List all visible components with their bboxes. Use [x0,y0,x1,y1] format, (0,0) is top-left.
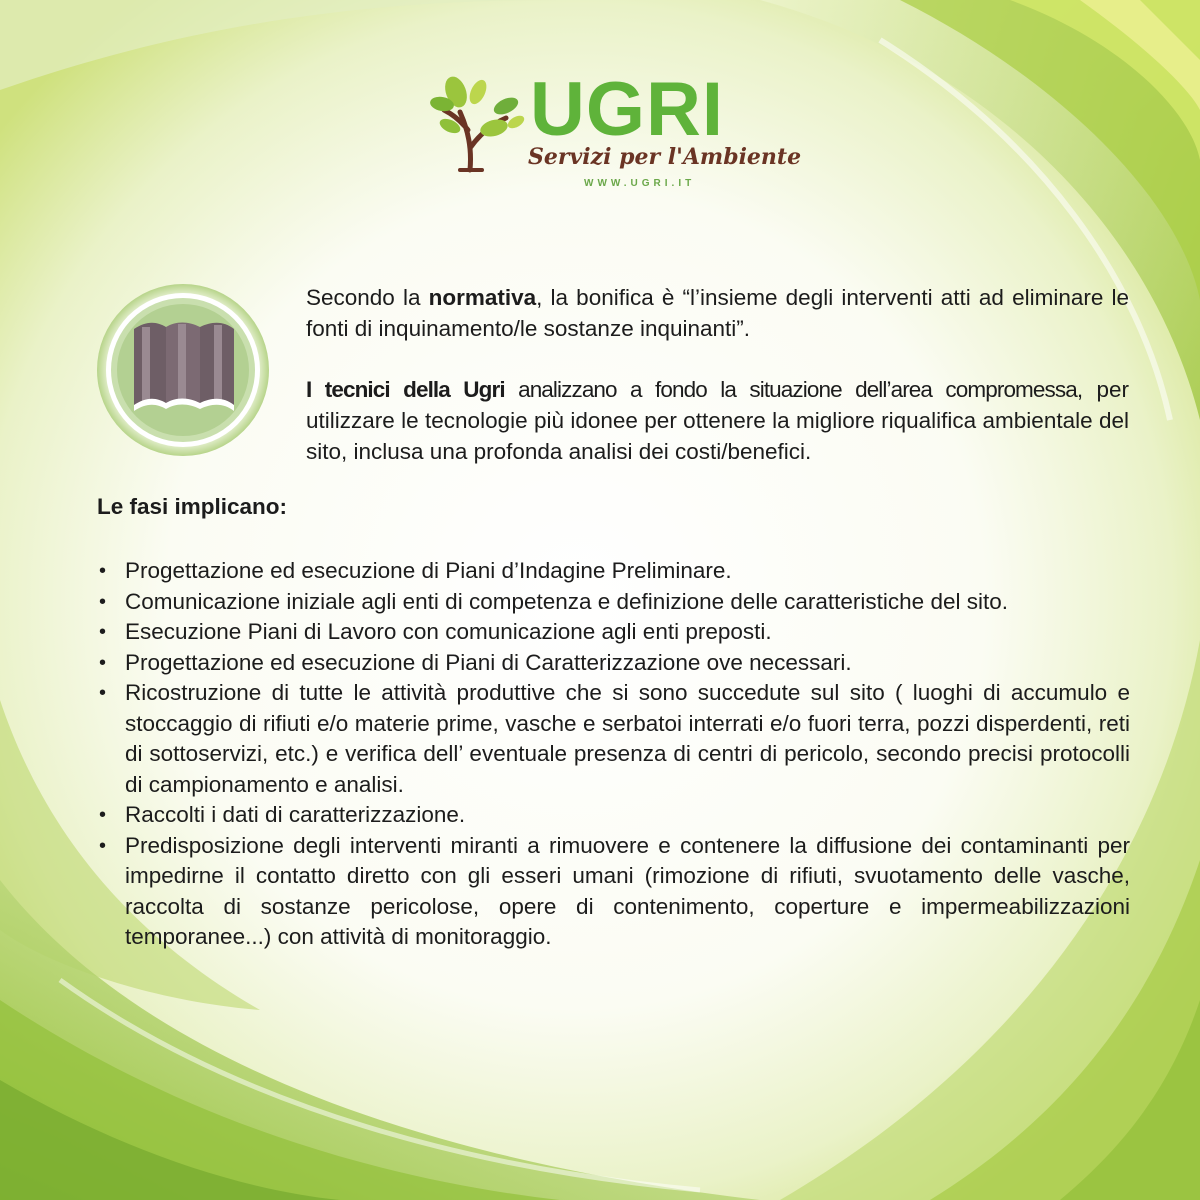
fasi-item-text: Ricostruzione di tutte le attività produttive che si sono succedute sul sito ( luoghi di accumulo e stoccaggio di rifiuti e/o materie prime, vasche e serbatoi interrati e/o fuori terra, pozzi disperdenti, reti di sottoservizi, etc.) e verifica dell’ eventuale presenza di centri di pericolo, secondo precisi protocolli di campionamento e analisi. [125,680,1130,797]
fasi-item-text: Progettazione ed esecuzione di Piani d’Indagine Preliminare. [125,558,732,583]
bullet-icon: • [99,682,107,704]
fasi-item-text: Predisposizione degli interventi miranti a rimuovere e contenere la diffusione dei contaminanti per impedirne il contatto diretto con gli esseri umani (rimozione di rifiuti, svuotamento delle vasche, raccolta di sostanze pericolose, opere di contenimento, coperture e impermeabilizzazioni temporanee...) con attività di monitoraggio. [125,832,1130,949]
emphasis-normativa: normativa [428,285,537,310]
company-logo [430,67,802,198]
emphasis-tecnici: I tecnici della Ugri [306,377,505,402]
fasi-list-item [98,831,1130,953]
fasi-list-item [98,800,1130,831]
bullet-icon: • [99,651,107,674]
fasi-list-item [98,617,1130,648]
bullet-icon: • [99,834,107,857]
bullet-icon: • [99,560,107,582]
bullet-icon: • [99,590,107,613]
corrugated-panel-icon [96,283,270,457]
brand-tagline: Servizi per l'Ambiente [528,144,802,170]
fasi-item-text: Progettazione ed esecuzione di Piani di Caratterizzazione ove necessari. [125,649,852,675]
fasi-list-item [98,587,1130,618]
intro-paragraph-1: Secondo la normativa, la bonifica è “l’insieme degli interventi atti ad eliminare le fonti di inquinamento/le sostanze inquinanti”. [306,285,1129,341]
fasi-item-text: Comunicazione iniziale agli enti di competenza e definizione delle caratteristiche del sito. [125,588,1008,614]
fasi-list-item [98,678,1130,800]
fasi-item-text: Esecuzione Piani di Lavoro con comunicazione agli enti preposti. [125,619,772,644]
intro-text [306,282,1129,467]
fasi-heading: Le fasi implicano: [97,494,288,519]
tree-logo-icon [430,68,530,178]
website-url: WWW.UGRI.IT [584,178,696,189]
bullet-icon: • [99,804,107,826]
brand-name: UGRI [530,67,724,152]
fasi-list-item [98,648,1130,679]
bullet-icon: • [99,621,107,643]
fasi-list [98,556,1130,953]
fasi-list-item [98,556,1130,587]
intro-paragraph-2: I tecnici della Ugri analizzano a fondo la situazione dell’area compromessa, per utilizzare le tecnologie più idonee per ottenere la migliore riqualifica ambientale del sito, inclusa una profonda analisi dei costi/benefici. [306,377,1129,464]
fasi-item-text: Raccolti i dati di caratterizzazione. [125,802,466,827]
